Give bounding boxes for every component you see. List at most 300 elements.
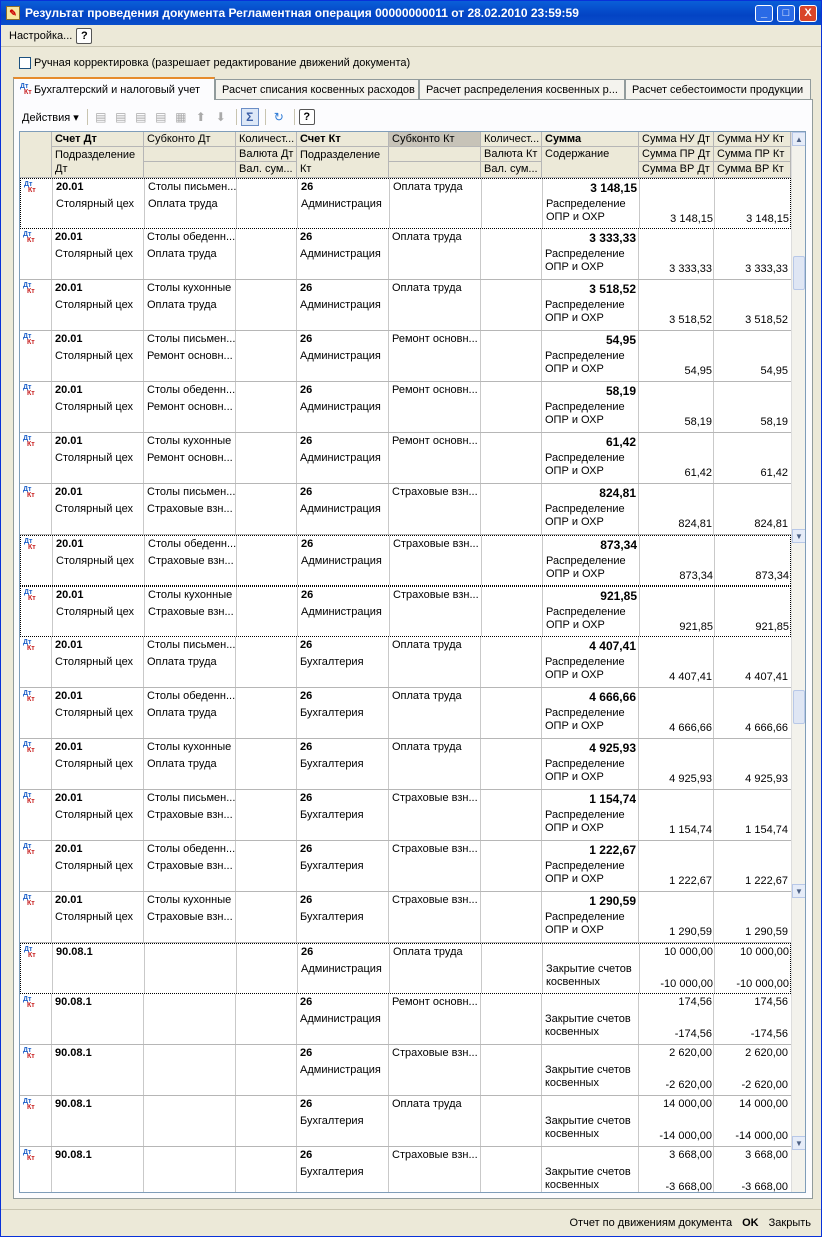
content-line-2: ОПР и ОХР bbox=[545, 822, 604, 834]
column-divider bbox=[541, 382, 542, 432]
sum-value: 1 154,74 bbox=[589, 792, 636, 806]
department-dt: Столярный цех bbox=[55, 707, 133, 719]
sum-vr-dt: 921,85 bbox=[679, 621, 713, 633]
column-divider bbox=[480, 994, 481, 1044]
account-dt: 90.08.1 bbox=[55, 1149, 92, 1161]
content-line-2: косвенных bbox=[545, 1179, 599, 1191]
sum-value: 54,95 bbox=[605, 333, 636, 347]
column-divider bbox=[388, 892, 389, 942]
tab-indirect-writeoff[interactable]: Расчет списания косвенных расходов bbox=[215, 79, 419, 99]
column-divider bbox=[541, 637, 542, 687]
sum-vr-kt: -10 000,00 bbox=[736, 978, 789, 990]
header-sum-vr-kt[interactable]: Сумма ВР Кт bbox=[714, 162, 791, 178]
sum-vr-kt: 1 154,74 bbox=[745, 824, 788, 836]
subconto-dt-1: Столы кухонные bbox=[148, 589, 233, 601]
dt-kt-icon bbox=[23, 793, 34, 805]
column-divider bbox=[480, 892, 481, 942]
subconto-kt: Оплата труда bbox=[392, 639, 462, 651]
dt-kt-icon bbox=[23, 232, 34, 244]
column-divider bbox=[541, 1045, 542, 1095]
table-row[interactable] bbox=[20, 280, 791, 331]
subconto-dt-2: Страховые взн... bbox=[147, 809, 233, 821]
subconto-kt: Оплата труда bbox=[392, 741, 462, 753]
dt-kt-icon bbox=[23, 844, 34, 856]
table-row[interactable] bbox=[20, 1096, 791, 1147]
dt-kt-icon bbox=[23, 436, 34, 448]
sum-vr-dt: 3 333,33 bbox=[669, 263, 712, 275]
column-divider bbox=[638, 841, 639, 891]
table-row[interactable] bbox=[20, 994, 791, 1045]
content-line-2: ОПР и ОХР bbox=[545, 465, 604, 477]
header-account-dt[interactable]: Счет Дт bbox=[52, 132, 144, 147]
department-kt: Администрация bbox=[300, 452, 381, 464]
sum-vr-dt: 58,19 bbox=[684, 416, 712, 428]
table-row[interactable] bbox=[20, 586, 791, 637]
subconto-dt-1: Столы письмен... bbox=[147, 486, 235, 498]
column-divider bbox=[296, 841, 297, 891]
column-divider bbox=[541, 331, 542, 381]
content-line-1: Распределение bbox=[545, 401, 625, 413]
column-divider bbox=[144, 944, 145, 993]
content-line-2: ОПР и ОХР bbox=[546, 568, 605, 580]
content-line-1: Распределение bbox=[545, 503, 625, 515]
content-line-1: Распределение bbox=[545, 809, 625, 821]
subconto-dt-1: Столы кухонные bbox=[147, 741, 232, 753]
move-down-icon[interactable]: ⬇ bbox=[215, 110, 226, 124]
sum-vr-dt: 61,42 bbox=[684, 467, 712, 479]
content-line-1: Распределение bbox=[546, 198, 626, 210]
header-currency-kt[interactable]: Валюта Кт bbox=[481, 147, 542, 162]
settings-menu[interactable]: Настройка... bbox=[9, 29, 73, 42]
title-bar bbox=[1, 1, 821, 25]
department-dt: Столярный цех bbox=[55, 758, 133, 770]
table-row[interactable] bbox=[20, 892, 791, 943]
column-divider bbox=[714, 944, 715, 993]
kt-label: Кт bbox=[27, 237, 35, 244]
dt-label: Дт bbox=[23, 996, 32, 1003]
column-divider bbox=[638, 739, 639, 789]
column-divider bbox=[52, 536, 53, 585]
column-divider bbox=[388, 841, 389, 891]
column-divider bbox=[542, 944, 543, 993]
dt-kt-icon bbox=[23, 640, 34, 652]
dt-kt-icon bbox=[23, 1099, 34, 1111]
content-line-1: Закрытие счетов bbox=[545, 1166, 631, 1178]
column-divider bbox=[480, 331, 481, 381]
column-divider bbox=[296, 433, 297, 483]
subconto-kt: Ремонт основн... bbox=[392, 333, 478, 345]
kt-label: Кт bbox=[27, 339, 35, 346]
edit-row-icon[interactable]: ▤ bbox=[135, 110, 147, 124]
header-qty-kt[interactable]: Количест... bbox=[481, 132, 542, 147]
dt-kt-icon: Дт Кт bbox=[20, 82, 32, 96]
sum-vr-dt: 873,34 bbox=[679, 570, 713, 582]
column-divider bbox=[235, 1147, 236, 1193]
table-row[interactable] bbox=[20, 688, 791, 739]
table-row[interactable] bbox=[20, 484, 791, 535]
column-divider bbox=[480, 229, 481, 279]
tab-indirect-distribution[interactable]: Расчет распределения косвенных р... bbox=[419, 79, 625, 99]
table-row[interactable] bbox=[20, 382, 791, 433]
content-line-1: Закрытие счетов bbox=[545, 1064, 631, 1076]
scroll-down-icon[interactable]: ▼ bbox=[792, 529, 806, 543]
table-row[interactable] bbox=[20, 331, 791, 382]
account-kt: 26 bbox=[301, 589, 314, 601]
add-row-icon[interactable]: ▤ bbox=[95, 110, 107, 124]
dt-label: Дт bbox=[23, 1047, 32, 1054]
dt-label: Дт bbox=[23, 690, 32, 697]
column-divider bbox=[296, 892, 297, 942]
content-line-2: косвенных bbox=[545, 1026, 599, 1038]
sum-nu-kt: 14 000,00 bbox=[739, 1098, 788, 1110]
tab-cost-calculation[interactable]: Расчет себестоимости продукции bbox=[625, 79, 811, 99]
header-sum-pr-kt[interactable]: Сумма ПР Кт bbox=[714, 147, 791, 162]
content-line-2: косвенных bbox=[545, 1077, 599, 1089]
header-sum-nu-dt[interactable]: Сумма НУ Дт bbox=[639, 132, 714, 147]
column-divider bbox=[388, 484, 389, 534]
column-divider bbox=[388, 994, 389, 1044]
department-kt: Администрация bbox=[300, 401, 381, 413]
column-divider bbox=[296, 994, 297, 1044]
content-line-1: Закрытие счетов bbox=[546, 963, 632, 975]
scroll-down-icon-2[interactable]: ▼ bbox=[792, 884, 806, 898]
subconto-dt-2: Оплата труда bbox=[147, 758, 217, 770]
column-divider bbox=[143, 331, 144, 381]
subconto-dt-2: Оплата труда bbox=[147, 248, 217, 260]
content-line-1: Распределение bbox=[545, 248, 625, 260]
column-divider bbox=[143, 994, 144, 1044]
vertical-scrollbar[interactable] bbox=[791, 132, 805, 1192]
kt-label: Кт bbox=[27, 441, 35, 448]
toolbar-separator bbox=[87, 109, 88, 125]
column-divider bbox=[143, 229, 144, 279]
column-divider bbox=[297, 179, 298, 228]
dt-kt-icon bbox=[23, 997, 34, 1009]
dt-label: Дт bbox=[23, 1098, 32, 1105]
column-divider bbox=[713, 790, 714, 840]
table-row[interactable] bbox=[20, 1045, 791, 1096]
save-icon[interactable]: ▦ bbox=[175, 110, 187, 124]
tab-accounting[interactable]: Дт Кт Бухгалтерский и налоговый учет bbox=[13, 77, 215, 100]
department-dt: Столярный цех bbox=[55, 350, 133, 362]
dt-label: Дт bbox=[23, 792, 32, 799]
sum-nu-dt: 2 620,00 bbox=[669, 1047, 712, 1059]
column-divider bbox=[541, 688, 542, 738]
content-line-1: Распределение bbox=[545, 758, 625, 770]
content-line-2: ОПР и ОХР bbox=[546, 211, 605, 223]
sum-vr-dt: 4 925,93 bbox=[669, 773, 712, 785]
sum-vr-dt: 4 407,41 bbox=[669, 671, 712, 683]
header-sum[interactable]: Сумма bbox=[542, 132, 639, 147]
account-kt: 26 bbox=[300, 435, 313, 447]
sum-vr-kt: -2 620,00 bbox=[741, 1079, 788, 1091]
status-bar bbox=[1, 1209, 821, 1235]
column-divider bbox=[388, 790, 389, 840]
table-row[interactable] bbox=[20, 178, 791, 229]
header-qty-dt[interactable]: Количест... bbox=[236, 132, 297, 147]
subconto-kt: Ремонт основн... bbox=[392, 384, 478, 396]
account-dt: 20.01 bbox=[55, 231, 83, 243]
sum-vr-dt: 1 290,59 bbox=[669, 926, 712, 938]
column-divider bbox=[51, 382, 52, 432]
postings-table[interactable] bbox=[19, 131, 806, 1193]
column-divider bbox=[638, 382, 639, 432]
sum-vr-dt: 1 154,74 bbox=[669, 824, 712, 836]
table-row[interactable] bbox=[20, 841, 791, 892]
column-divider bbox=[235, 433, 236, 483]
column-divider bbox=[480, 790, 481, 840]
subconto-kt: Страховые взн... bbox=[392, 1149, 478, 1161]
column-divider bbox=[639, 179, 640, 228]
column-divider bbox=[388, 688, 389, 738]
column-divider bbox=[51, 331, 52, 381]
table-row[interactable] bbox=[20, 229, 791, 280]
column-divider bbox=[638, 892, 639, 942]
column-divider bbox=[51, 994, 52, 1044]
department-dt: Столярный цех bbox=[55, 401, 133, 413]
kt-label: Кт bbox=[28, 952, 36, 959]
table-row[interactable] bbox=[20, 790, 791, 841]
content-line-1: Распределение bbox=[545, 707, 625, 719]
subconto-dt-1: Столы обеденн... bbox=[147, 384, 235, 396]
column-divider bbox=[235, 280, 236, 330]
column-divider bbox=[481, 179, 482, 228]
account-kt: 26 bbox=[300, 1149, 313, 1161]
ok-button[interactable]: OK bbox=[742, 1216, 759, 1229]
maximize-button[interactable]: □ bbox=[777, 5, 795, 22]
department-dt: Столярный цех bbox=[56, 606, 134, 618]
department-dt: Столярный цех bbox=[55, 299, 133, 311]
column-divider bbox=[143, 1096, 144, 1146]
content-line-2: ОПР и ОХР bbox=[546, 619, 605, 631]
column-divider bbox=[51, 1045, 52, 1095]
close-dialog-button[interactable]: Закрыть bbox=[768, 1216, 811, 1229]
kt-label: Кт bbox=[27, 288, 35, 295]
subconto-kt: Оплата труда bbox=[392, 690, 462, 702]
department-dt: Столярный цех bbox=[55, 911, 133, 923]
column-divider bbox=[143, 739, 144, 789]
account-kt: 26 bbox=[300, 639, 313, 651]
account-dt: 90.08.1 bbox=[55, 1047, 92, 1059]
content-line-1: Распределение bbox=[545, 911, 625, 923]
sum-vr-kt: -3 668,00 bbox=[741, 1181, 788, 1193]
column-divider bbox=[51, 229, 52, 279]
column-divider bbox=[144, 587, 145, 636]
move-up-icon[interactable]: ⬆ bbox=[195, 110, 206, 124]
movement-report-button[interactable]: Отчет по движениям документа bbox=[569, 1216, 733, 1229]
actions-menu[interactable]: Действия ▾ bbox=[22, 111, 79, 124]
table-row[interactable] bbox=[20, 637, 791, 688]
header-department-dt[interactable]: Подразделение Дт bbox=[52, 147, 144, 178]
column-divider bbox=[541, 994, 542, 1044]
department-kt: Администрация bbox=[301, 606, 382, 618]
header-sum-pr-dt[interactable]: Сумма ПР Дт bbox=[639, 147, 714, 162]
column-divider bbox=[541, 892, 542, 942]
column-divider bbox=[296, 484, 297, 534]
scroll-down-icon-3[interactable]: ▼ bbox=[792, 1136, 806, 1150]
refresh-icon[interactable]: ↻ bbox=[273, 110, 284, 124]
column-divider bbox=[713, 229, 714, 279]
kt-label: Кт bbox=[27, 1104, 35, 1111]
column-divider bbox=[388, 331, 389, 381]
sum-vr-kt: 3 148,15 bbox=[746, 213, 789, 225]
account-kt: 26 bbox=[301, 538, 314, 550]
column-divider bbox=[541, 739, 542, 789]
subconto-dt-2: Страховые взн... bbox=[147, 503, 233, 515]
column-divider bbox=[638, 994, 639, 1044]
header-currency-dt[interactable]: Валюта Дт bbox=[236, 147, 297, 162]
sum-icon[interactable]: Σ bbox=[241, 108, 259, 126]
column-divider bbox=[639, 587, 640, 636]
table-row[interactable] bbox=[20, 1147, 791, 1193]
subconto-kt: Страховые взн... bbox=[392, 843, 478, 855]
column-divider bbox=[541, 280, 542, 330]
column-divider bbox=[389, 587, 390, 636]
subconto-dt-2: Оплата труда bbox=[147, 656, 217, 668]
header-account-kt[interactable]: Счет Кт bbox=[297, 132, 389, 147]
column-divider bbox=[713, 331, 714, 381]
column-divider bbox=[236, 179, 237, 228]
manual-correction-checkbox[interactable] bbox=[19, 57, 31, 69]
column-divider bbox=[638, 1045, 639, 1095]
column-divider bbox=[235, 739, 236, 789]
department-dt: Столярный цех bbox=[55, 860, 133, 872]
subconto-kt: Страховые взн... bbox=[393, 538, 479, 550]
column-divider bbox=[143, 280, 144, 330]
column-divider bbox=[638, 1147, 639, 1193]
content-line-1: Распределение bbox=[546, 606, 626, 618]
column-divider bbox=[480, 382, 481, 432]
account-dt: 20.01 bbox=[55, 435, 83, 447]
scroll-thumb-2[interactable] bbox=[793, 690, 805, 724]
column-divider bbox=[235, 331, 236, 381]
content-line-1: Распределение bbox=[545, 656, 625, 668]
department-kt: Администрация bbox=[300, 1064, 381, 1076]
department-kt: Бухгалтерия bbox=[300, 758, 364, 770]
dt-kt-icon bbox=[23, 1048, 34, 1060]
close-button[interactable]: X bbox=[799, 5, 817, 22]
table-help-button[interactable]: ? bbox=[299, 109, 315, 125]
sum-vr-dt: -2 620,00 bbox=[665, 1079, 712, 1091]
kt-label: Кт bbox=[27, 747, 35, 754]
department-kt: Бухгалтерия bbox=[300, 1115, 364, 1127]
department-dt: Столярный цех bbox=[56, 555, 134, 567]
column-divider bbox=[51, 841, 52, 891]
column-divider bbox=[52, 587, 53, 636]
column-divider bbox=[296, 637, 297, 687]
column-divider bbox=[235, 229, 236, 279]
account-dt: 20.01 bbox=[55, 894, 83, 906]
column-divider bbox=[51, 790, 52, 840]
dt-kt-icon bbox=[23, 895, 34, 907]
delete-row-icon[interactable]: ▤ bbox=[155, 110, 167, 124]
column-divider bbox=[51, 739, 52, 789]
column-divider bbox=[144, 179, 145, 228]
kt-label: Кт bbox=[27, 1155, 35, 1162]
help-button[interactable]: ? bbox=[76, 28, 92, 44]
dt-label: Дт bbox=[23, 843, 32, 850]
department-dt: Столярный цех bbox=[55, 452, 133, 464]
content-line-2: ОПР и ОХР bbox=[545, 414, 604, 426]
table-row[interactable] bbox=[20, 943, 791, 994]
subconto-dt-2: Ремонт основн... bbox=[147, 350, 233, 362]
sum-vr-dt: -10 000,00 bbox=[660, 978, 713, 990]
dt-kt-icon bbox=[23, 385, 34, 397]
column-divider bbox=[51, 637, 52, 687]
column-divider bbox=[480, 484, 481, 534]
column-divider bbox=[714, 179, 715, 228]
column-divider bbox=[480, 1096, 481, 1146]
header-department-kt[interactable]: Подразделение Кт bbox=[297, 147, 389, 178]
account-kt: 26 bbox=[300, 384, 313, 396]
content-line-2: ОПР и ОХР bbox=[545, 312, 604, 324]
column-divider bbox=[143, 688, 144, 738]
sum-vr-dt: 824,81 bbox=[678, 518, 712, 530]
column-divider bbox=[388, 433, 389, 483]
header-subconto-kt[interactable]: Субконто Кт bbox=[389, 132, 481, 147]
column-divider bbox=[296, 1147, 297, 1193]
header-sum-vr-dt[interactable]: Сумма ВР Дт bbox=[639, 162, 714, 178]
toolbar-separator bbox=[294, 109, 295, 125]
column-divider bbox=[143, 790, 144, 840]
column-divider bbox=[480, 841, 481, 891]
department-kt: Администрация bbox=[300, 248, 381, 260]
sum-vr-dt: -3 668,00 bbox=[665, 1181, 712, 1193]
document-icon: ✎ bbox=[6, 6, 20, 20]
account-kt: 26 bbox=[300, 486, 313, 498]
account-dt: 20.01 bbox=[56, 589, 84, 601]
column-divider bbox=[714, 536, 715, 585]
table-row[interactable] bbox=[20, 535, 791, 586]
scroll-up-icon[interactable]: ▲ bbox=[792, 132, 806, 146]
header-sum-nu-kt[interactable]: Сумма НУ Кт bbox=[714, 132, 791, 147]
table-row[interactable] bbox=[20, 739, 791, 790]
content-line-1: Распределение bbox=[545, 299, 625, 311]
column-divider bbox=[541, 1147, 542, 1193]
column-divider bbox=[235, 1096, 236, 1146]
column-divider bbox=[296, 280, 297, 330]
sum-vr-kt: 4 925,93 bbox=[745, 773, 788, 785]
department-kt: Администрация bbox=[300, 350, 381, 362]
header-cur-sum-kt[interactable]: Вал. сум... bbox=[481, 162, 542, 178]
header-subconto-dt-2 bbox=[144, 147, 236, 162]
header-subconto-dt[interactable]: Субконто Дт bbox=[144, 132, 236, 147]
sum-vr-kt: 921,85 bbox=[755, 621, 789, 633]
column-divider bbox=[638, 790, 639, 840]
column-divider bbox=[714, 587, 715, 636]
column-divider bbox=[143, 841, 144, 891]
column-divider bbox=[389, 944, 390, 993]
sum-vr-kt: 4 666,66 bbox=[745, 722, 788, 734]
sum-vr-kt: 58,19 bbox=[760, 416, 788, 428]
dt-label: Дт bbox=[23, 282, 32, 289]
column-divider bbox=[542, 179, 543, 228]
department-kt: Администрация bbox=[300, 503, 381, 515]
column-divider bbox=[235, 382, 236, 432]
manual-correction[interactable] bbox=[19, 57, 410, 69]
header-content[interactable]: Содержание bbox=[542, 147, 639, 178]
sum-value: 1 290,59 bbox=[589, 894, 636, 908]
column-divider bbox=[296, 1096, 297, 1146]
column-divider bbox=[51, 688, 52, 738]
copy-row-icon[interactable]: ▤ bbox=[115, 110, 127, 124]
subconto-dt-2: Страховые взн... bbox=[147, 860, 233, 872]
table-row[interactable] bbox=[20, 433, 791, 484]
header-cur-sum-dt[interactable]: Вал. сум... bbox=[236, 162, 297, 178]
column-divider bbox=[297, 944, 298, 993]
minimize-button[interactable]: _ bbox=[755, 5, 773, 22]
scroll-thumb[interactable] bbox=[793, 256, 805, 290]
